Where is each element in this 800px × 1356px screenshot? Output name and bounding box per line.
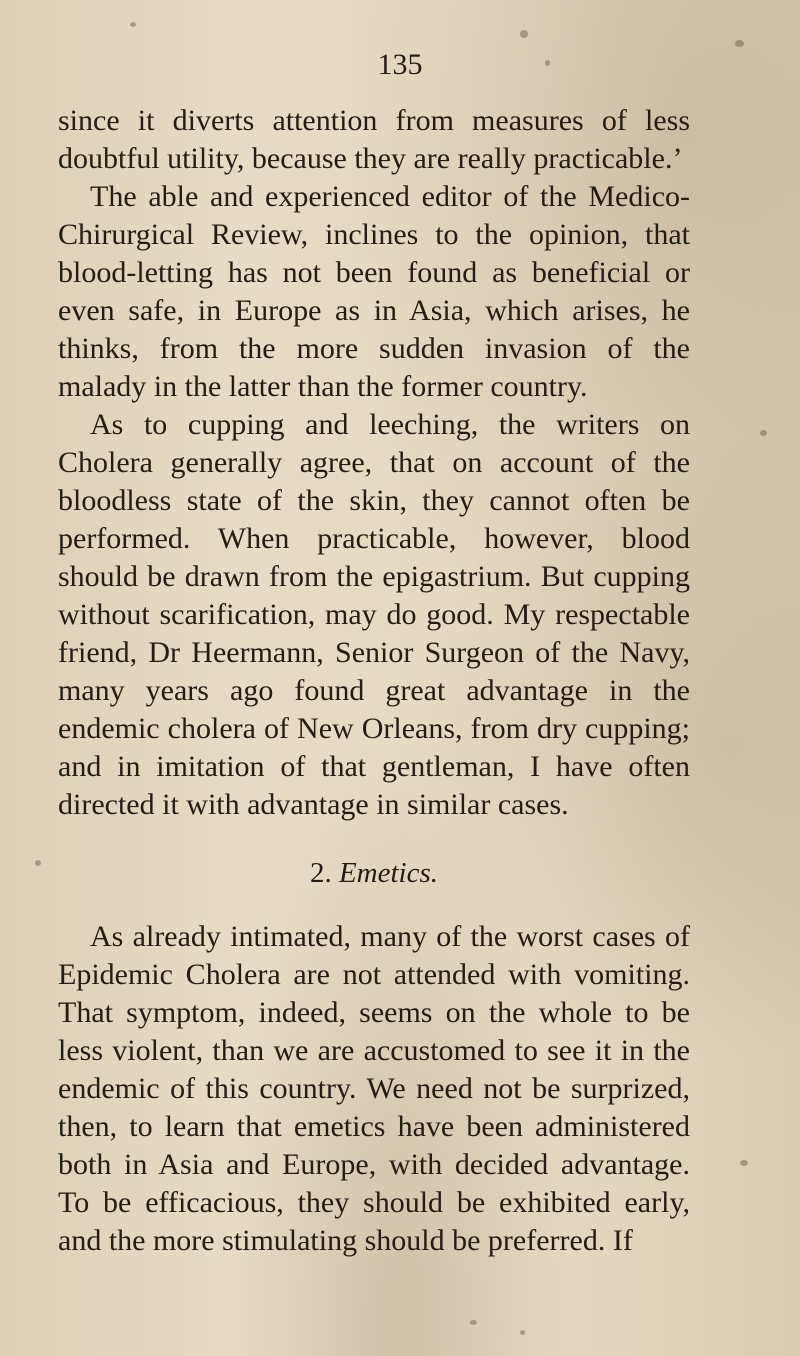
paragraph-cupping-leeching: As to cupping and leeching, the writers on Cholera generally agree, that on account of the bloodless state of the skin, they cannot often be performed. When practicable, however, blood should be drawn from the epigastrium. But cupping without scarification, may do good. My respectable friend, Dr Heermann, Senior Surgeon of the Navy, many years ago found great advantage in the endemic cholera of New Orleans, from dry cupping; and in imitation of that gentleman, I have often directed it with advantage in similar cases. — [58, 408, 690, 821]
paper-speck — [470, 1320, 477, 1325]
paper-speck — [760, 430, 767, 436]
paper-speck — [740, 1160, 748, 1166]
page-number: 135 — [377, 48, 423, 81]
body-text — [58, 102, 690, 1260]
section-heading — [58, 854, 690, 892]
paper-speck — [130, 22, 136, 27]
paper-speck — [735, 40, 744, 47]
paper-speck — [520, 1330, 525, 1335]
section-title: Emetics. — [338, 857, 439, 889]
paragraph-emetics: As already intimated, many of the worst cases of Epidemic Cholera are not attended with vomiting. That symptom, indeed, seems on the whole to be less violent, than we are accustomed to see it in the endemic of this country. We need not be surprized, then, to learn that emetics have been administered both in Asia and Europe, with decided advantage. To be efficacious, they should be exhibited early, and the more stimulating should be preferred. If — [58, 920, 690, 1257]
paragraph-editor-opinion: The able and experienced editor of the Medico-Chirurgical Review, inclines to the opinion, that blood-letting has not been found as beneficial or even safe, in Europe as in Asia, which arises, he thinks, from the more sudden invasion of the malady in the latter than the former country. — [58, 180, 690, 403]
paper-speck — [520, 30, 528, 38]
paragraph-continued: since it diverts attention from measures of less doubtful utility, because they are really practicable.’ — [58, 104, 690, 175]
section-number: 2. — [309, 857, 332, 889]
paper-speck — [35, 860, 41, 866]
